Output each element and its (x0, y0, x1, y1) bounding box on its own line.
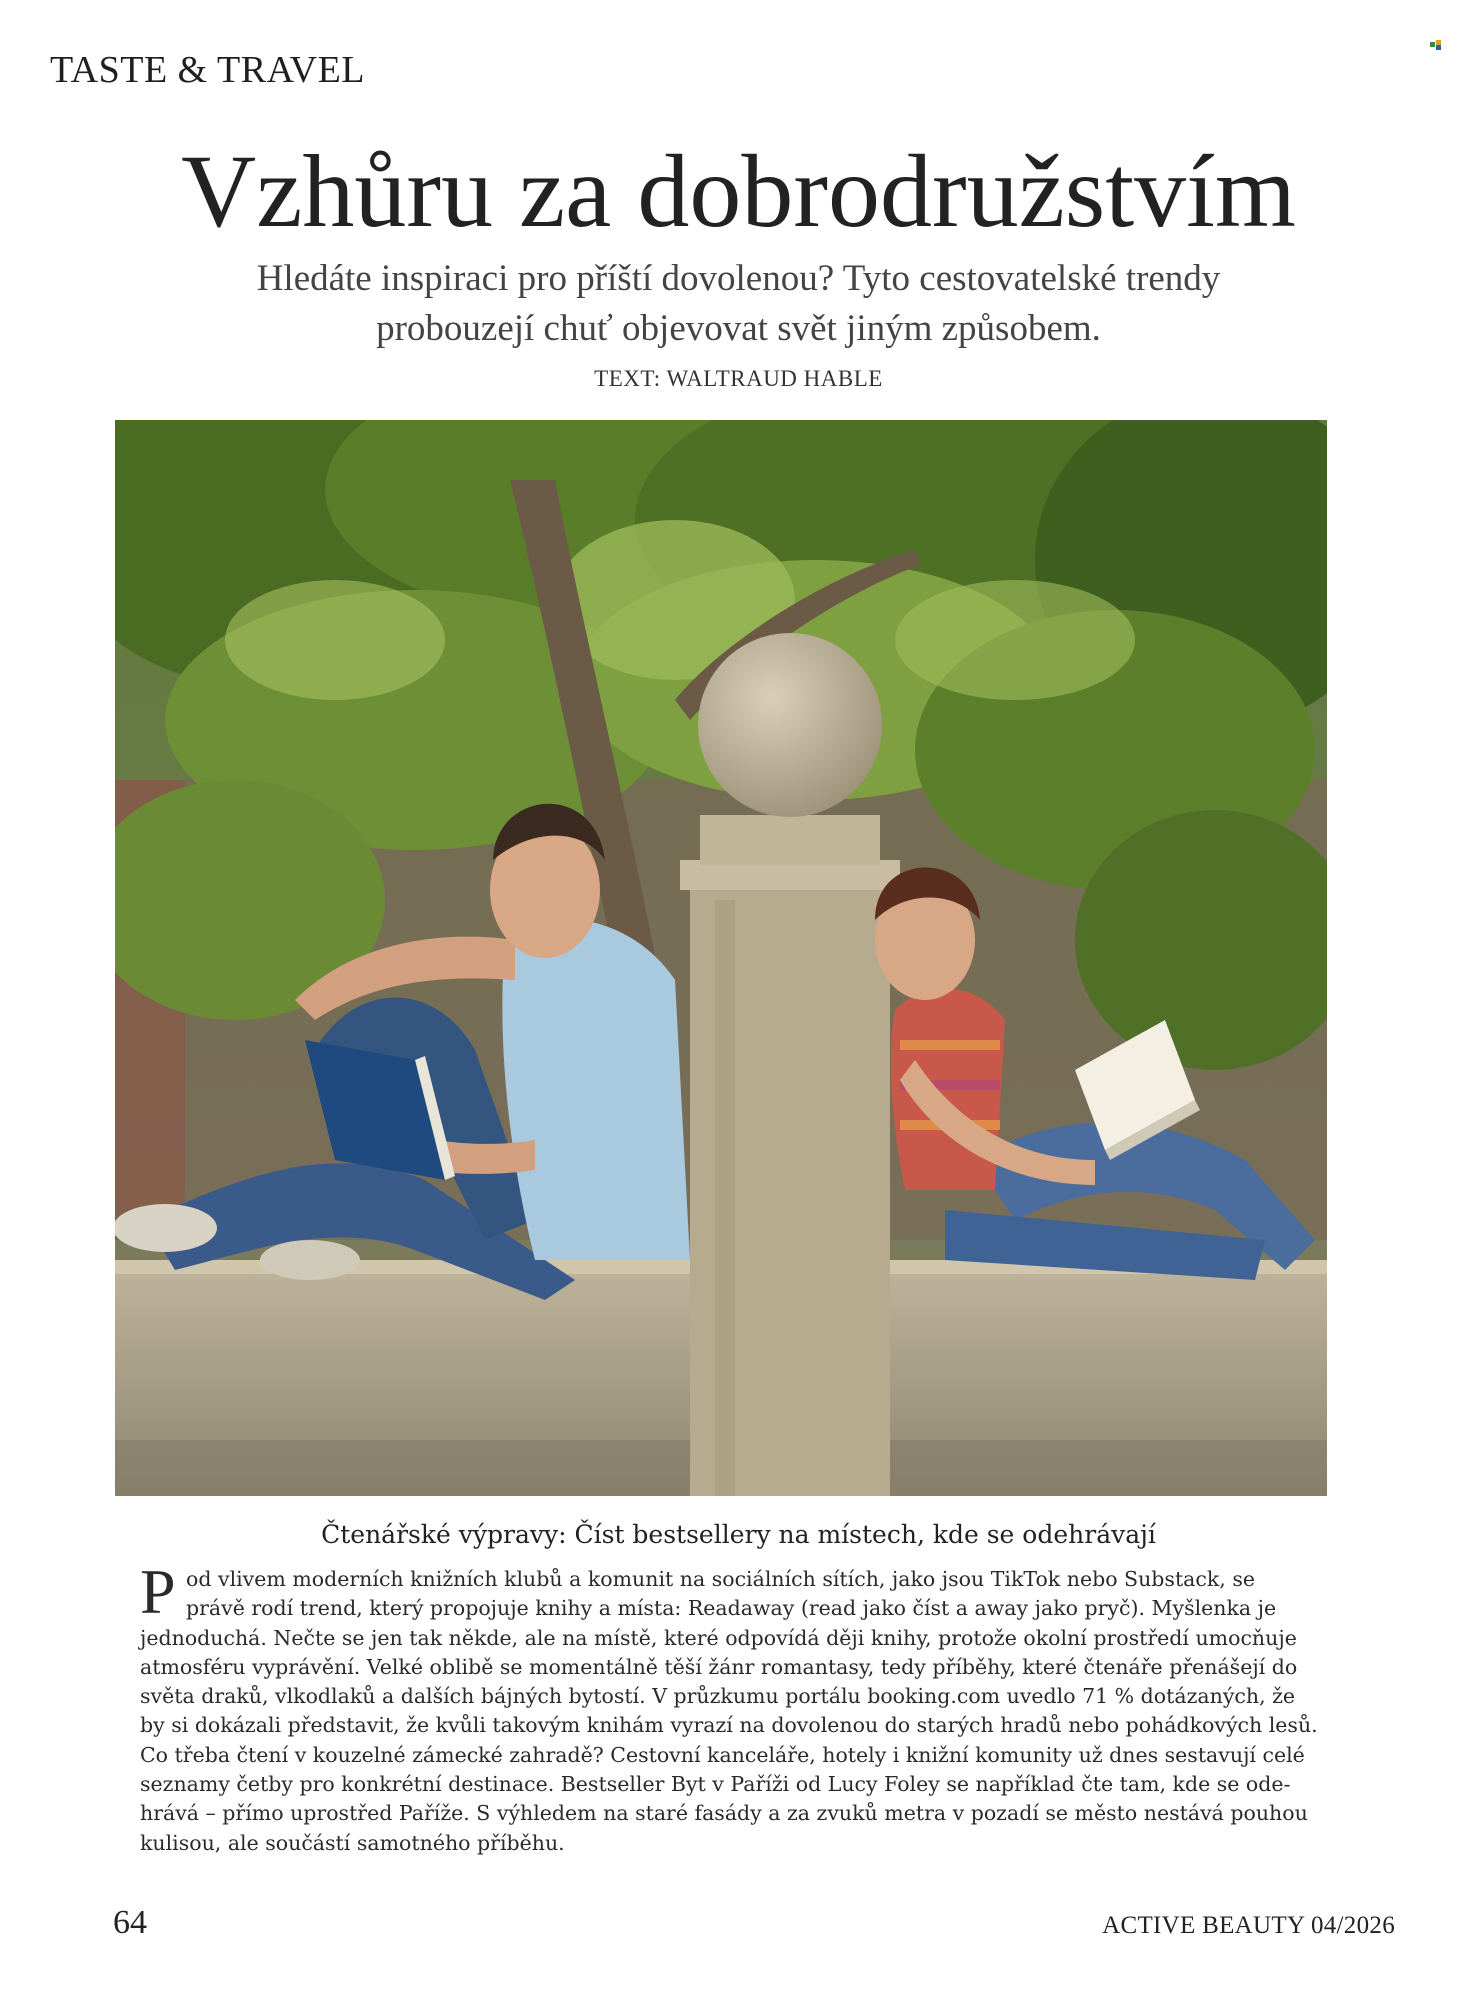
article-body (140, 1565, 1318, 1858)
subtitle-line: probouzejí chuť objevovat svět jiným způsobem. (376, 308, 1101, 349)
corner-mark-icon (1430, 40, 1442, 50)
article-title: Vzhůru za dobrodružstvím (181, 134, 1296, 249)
body-line: by si dokázali představit, že kvůli takovým knihám vyrazí na dovolenou do starých hradů nebo pohádkových lesů. (140, 1713, 1318, 1738)
subtitle-line: Hledáte inspiraci pro příští dovolenou? Tyto cestovatelské trendy (256, 258, 1221, 299)
byline: TEXT: WALTRAUD HABLE (594, 366, 883, 391)
body-line: Co třeba čtení v kouzelné zámecké zahradě? Cestovní kanceláře, hotely i knižní komunity už dnes sestavují celé (140, 1742, 1305, 1767)
body-line: seznamy četby pro konkrétní destinace. Bestseller Byt v Paříži od Lucy Foley se například čte tam, kde se ode- (140, 1772, 1291, 1797)
magazine-issue: ACTIVE BEAUTY 04/2026 (1102, 1912, 1395, 1939)
body-line: právě rodí trend, který propojuje knihy a místa: Readaway (read jako číst a away jako pryč). Myšlenka je (186, 1596, 1277, 1621)
article-subtitle (0, 254, 1477, 354)
section-label: TASTE & TRAVEL (50, 49, 366, 91)
body-line: od vlivem moderních knižních klubů a komunit na sociálních sítích, jako jsou TikTok nebo Substack, se (186, 1567, 1255, 1591)
body-line: světa draků, vlkodlaků a dalších bájných bytostí. V průzkumu portálu booking.com uvedlo 71 % dotázaných, že (140, 1684, 1296, 1709)
body-line: atmosféru vyprávění. Velké oblibě se momentálně těší žánr romantasy, tedy příběhy, které čtenáře přenášejí do (140, 1654, 1298, 1679)
body-line: kulisou, ale součástí samotného příběhu. (140, 1830, 565, 1855)
body-line: hrává – přímo uprostřed Paříže. S výhledem na staré fasády a za zvuků metra v pozadí se město nestává pouhou (140, 1801, 1308, 1826)
article-section-heading: Čtenářské výpravy: Číst bestsellery na místech, kde se odehrávají (321, 1520, 1156, 1549)
article-photo (115, 420, 1327, 1496)
page-number: 64 (113, 1904, 147, 1941)
body-line: jednoduchá. Nečte se jen tak někde, ale na místě, které odpovídá ději knihy, protože okolní prostředí umocňuje (140, 1625, 1297, 1650)
dropcap: P (140, 1556, 176, 1627)
photo-couple-reading-icon (115, 420, 1327, 1496)
